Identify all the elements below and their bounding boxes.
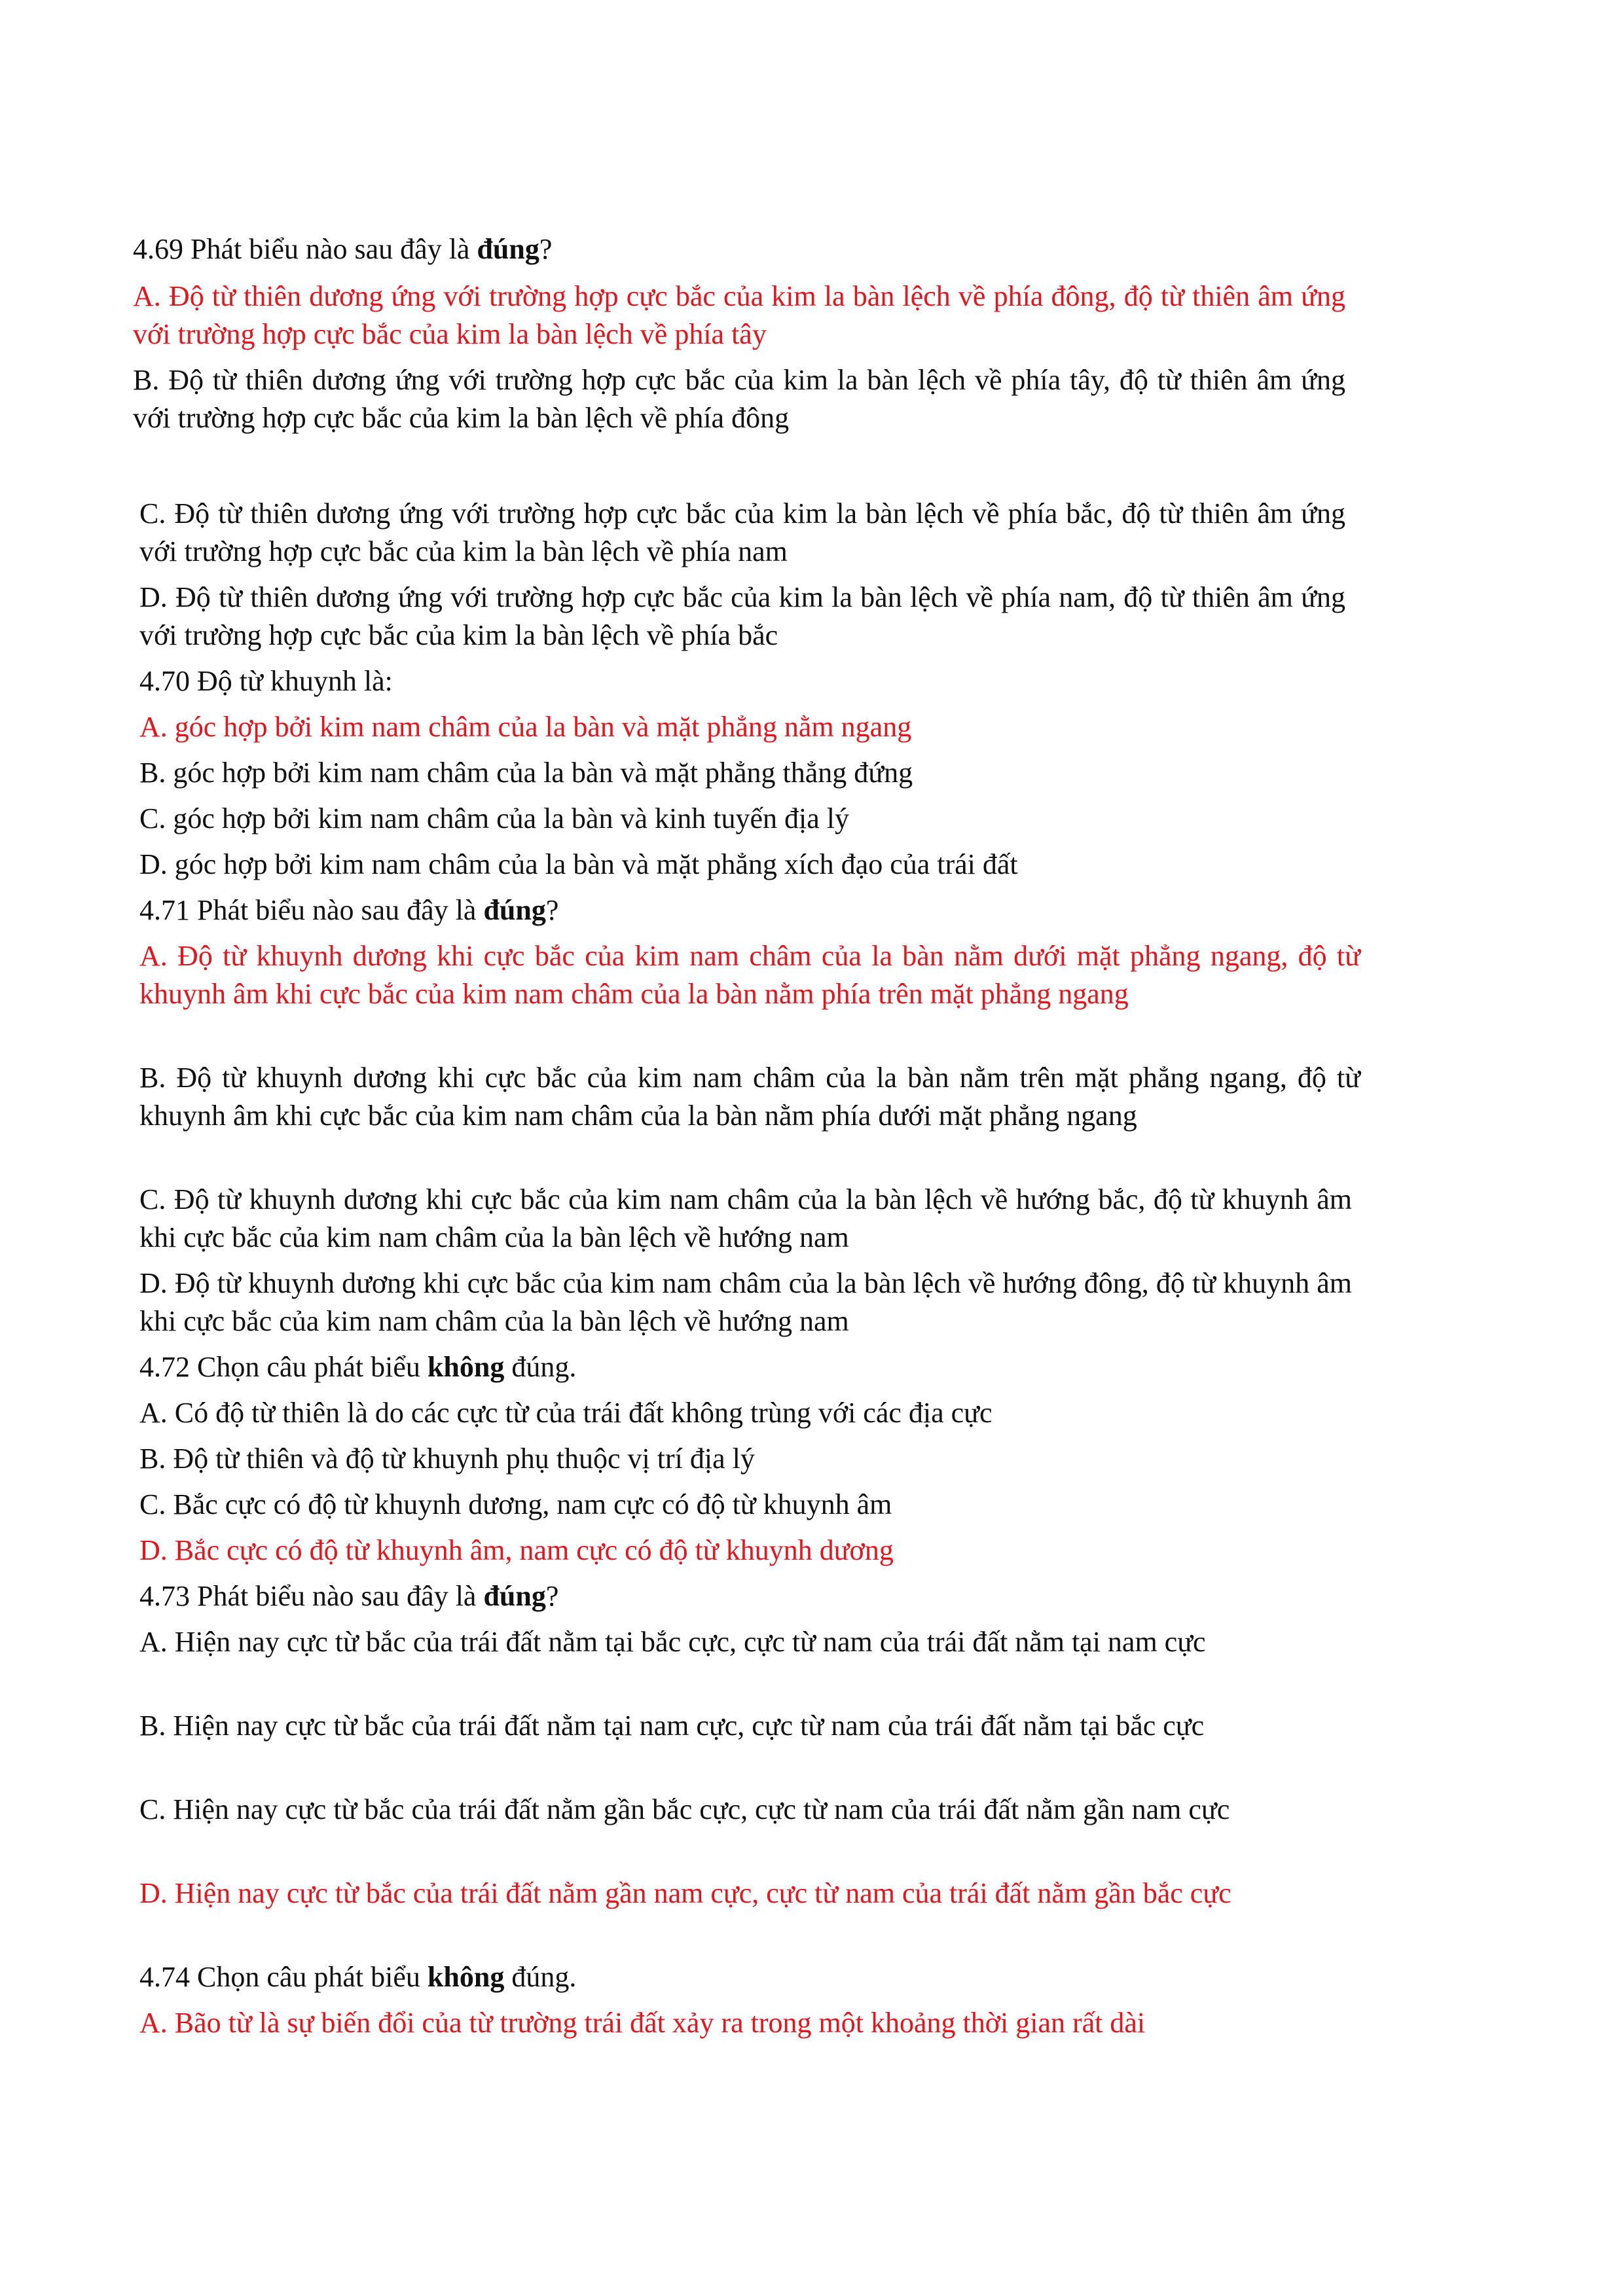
question-4-73-option-c: C. Hiện nay cực từ bắc của trái đất nằm gần bắc cực, cực từ nam của trái đất nằm gần nam cực bbox=[139, 1793, 1230, 1825]
question-4-71-option-c: C. Độ từ khuynh dương khi cực bắc của kim nam châm của la bàn lệch về hướng bắc, độ từ khuynh âm khi cực bắc của kim nam châm của la bàn lệch về hướng nam bbox=[139, 1183, 1352, 1253]
question-4-73-option-b: B. Hiện nay cực từ bắc của trái đất nằm tại nam cực, cực từ nam của trái đất nằm tại bắc cực bbox=[139, 1710, 1205, 1742]
question-4-73-title bbox=[139, 1577, 558, 1615]
question-4-73-option-d-correct: D. Hiện nay cực từ bắc của trái đất nằm gần nam cực, cực từ nam của trái đất nằm gần bắc cực bbox=[139, 1877, 1231, 1909]
question-4-70-option-d: D. góc hợp bởi kim nam châm của la bàn và mặt phẳng xích đạo của trái đất bbox=[139, 848, 1018, 880]
question-4-70-option-c: C. góc hợp bởi kim nam châm của la bàn và kinh tuyến địa lý bbox=[139, 802, 849, 834]
question-4-69-option-b: B. Độ từ thiên dương ứng với trường hợp cực bắc của kim la bàn lệch về phía tây, độ từ thiên âm ứng với trường hợp cực bắc của kim la bàn lệch về phía đông bbox=[133, 364, 1345, 434]
question-4-69-option-c: C. Độ từ thiên dương ứng với trường hợp cực bắc của kim la bàn lệch về phía bắc, độ từ thiên âm ứng với trường hợp cực bắc của kim la bàn lệch về phía nam bbox=[139, 497, 1345, 567]
question-text: 4.71 Phát biểu nào sau đây là bbox=[139, 894, 484, 926]
question-text: 4.69 Phát biểu nào sau đây là bbox=[133, 233, 477, 265]
question-4-71-option-a-correct: A. Độ từ khuynh dương khi cực bắc của kim nam châm của la bàn nằm dưới mặt phẳng ngang, độ từ khuynh âm khi cực bắc của kim nam châm của la bàn nằm phía trên mặt phẳng ngang bbox=[139, 940, 1360, 1010]
question-4-72-option-b: B. Độ từ thiên và độ từ khuynh phụ thuộc vị trí địa lý bbox=[139, 1443, 755, 1475]
question-4-74-title bbox=[139, 1958, 576, 1996]
question-4-71-option-b: B. Độ từ khuynh dương khi cực bắc của kim nam châm của la bàn nằm trên mặt phẳng ngang, độ từ khuynh âm khi cực bắc của kim nam châm của la bàn nằm phía dưới mặt phẳng ngang bbox=[139, 1062, 1360, 1132]
question-4-70-option-b: B. góc hợp bởi kim nam châm của la bàn và mặt phẳng thẳng đứng bbox=[139, 757, 913, 789]
question-text: 4.73 Phát biểu nào sau đây là bbox=[139, 1580, 484, 1612]
question-4-72-title bbox=[139, 1348, 576, 1386]
question-4-72-option-d-correct: D. Bắc cực có độ từ khuynh âm, nam cực có độ từ khuynh dương bbox=[139, 1534, 894, 1566]
emphasis: đúng bbox=[483, 894, 546, 926]
question-text-end: ? bbox=[545, 894, 559, 926]
question-4-71-option-d: D. Độ từ khuynh dương khi cực bắc của kim nam châm của la bàn lệch về hướng đông, độ từ khuynh âm khi cực bắc của kim nam châm của la bàn lệch về hướng nam bbox=[139, 1267, 1352, 1337]
emphasis: không bbox=[427, 1961, 505, 1993]
question-text: 4.72 Chọn câu phát biểu bbox=[139, 1351, 428, 1383]
question-4-71-title bbox=[139, 891, 558, 929]
question-4-69-option-a-correct: A. Độ từ thiên dương ứng với trường hợp cực bắc của kim la bàn lệch về phía đông, độ từ thiên âm ứng với trường hợp cực bắc của kim la bàn lệch về phía tây bbox=[133, 280, 1345, 350]
question-4-72-option-c: C. Bắc cực có độ từ khuynh dương, nam cực có độ từ khuynh âm bbox=[139, 1488, 892, 1520]
question-text-end: ? bbox=[539, 233, 553, 265]
question-text-end: đúng. bbox=[504, 1961, 577, 1993]
emphasis: không bbox=[427, 1351, 505, 1383]
question-4-70-title: 4.70 Độ từ khuynh là: bbox=[139, 665, 393, 697]
emphasis: đúng bbox=[477, 233, 539, 265]
question-4-70-option-a-correct: A. góc hợp bởi kim nam châm của la bàn và mặt phẳng nằm ngang bbox=[139, 711, 912, 743]
question-4-69-option-d: D. Độ từ thiên dương ứng với trường hợp cực bắc của kim la bàn lệch về phía nam, độ từ thiên âm ứng với trường hợp cực bắc của kim la bàn lệch về phía bắc bbox=[139, 581, 1345, 651]
question-4-74-option-a-correct: A. Bão từ là sự biến đổi của từ trường trái đất xảy ra trong một khoảng thời gian rất dài bbox=[139, 2007, 1146, 2039]
question-4-69-title bbox=[133, 230, 552, 268]
question-text-end: đúng. bbox=[504, 1351, 577, 1383]
emphasis: đúng bbox=[483, 1580, 546, 1612]
question-4-73-option-a: A. Hiện nay cực từ bắc của trái đất nằm tại bắc cực, cực từ nam của trái đất nằm tại nam cực bbox=[139, 1626, 1206, 1658]
question-text-end: ? bbox=[545, 1580, 559, 1612]
question-4-72-option-a: A. Có độ từ thiên là do các cực từ của trái đất không trùng với các địa cực bbox=[139, 1397, 993, 1429]
question-text: 4.74 Chọn câu phát biểu bbox=[139, 1961, 428, 1993]
